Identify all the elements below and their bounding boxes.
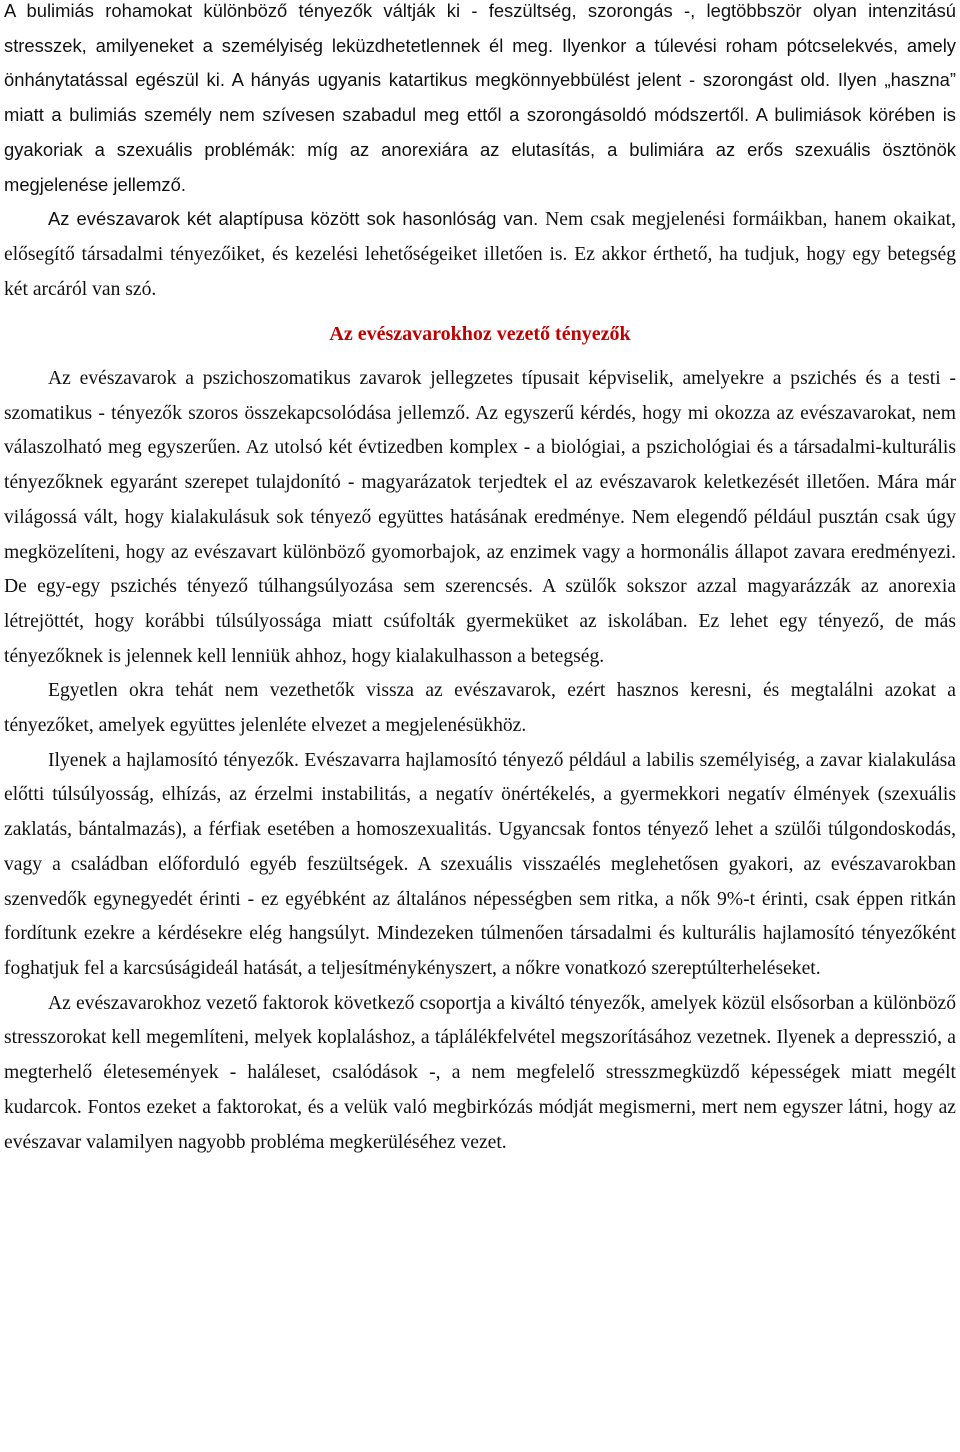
- spacer: [4, 352, 956, 362]
- body-paragraph-3: Ilyenek a hajlamosító tényezők. Evészavarra hajlamosító tényező például a labilis személyiség, a zavar kialakulása előtti túlsúlyosság, elhízás, az érzelmi instabilitás, a negatív önértékelés, a gyermekkori negatív élmények (szexuális zaklatás, bántalmazás), a férfiak esetében a homoszexualitás. Ugyancsak fontos tényező lehet a szülői túlgondoskodás, vagy a családban előforduló egyéb feszültségek. A szexuális visszaélés meglehetősen gyakori, az evészavarokban szenvedők egynegyedét érinti - ez egyébként az általános népességben sem ritka, a nők 9%-t érinti, csak éppen ritkán fordítunk ezekre a kérdésekre elég hangsúlyt. Mindezeken túlmenően társadalmi és kulturális hajlamosító tényezőként foghatjuk fel a karcsúságideál hatását, a teljesítménykényszert, a nőkre vonatkozó szereptúlterheléseket.: [4, 749, 956, 979]
- body-paragraph-2: Egyetlen okra tehát nem vezethetők vissza az evészavarok, ezért hasznos keresni, és megtalálni azokat a tényezőket, amelyek együttes jelenléte elvezet a megjelenésükhöz.: [4, 680, 956, 737]
- second-paragraph-rest: Nem csak megjelenési formáikban, hanem okaikat, elősegítő társadalmi tényezőiket, és kezelési lehetőségeiket illetően is. Ez akkor érthető, ha tudjuk, hogy egy betegség két arcáról van szó.: [4, 209, 957, 300]
- body-paragraph-1: Az evészavarok a pszichoszomatikus zavarok jellegzetes típusait képviselik, amelyekre a pszichés és a testi - szomatikus - tényezők szoros összekapcsolódása jellemző. Az egyszerű kérdés, hogy mi okozza az evészavarokat, nem válaszolható meg egyszerűen. Az utolsó két évtizedben komplex - a biológiai, a pszichológiai és a társadalmi-kulturális tényezőknek egyaránt szerepet tulajdonító - magyarázatok terjedtek el az evészavarok keletkezését illetően. Mára már világossá vált, hogy kialakulásuk sok tényező együttes hatásának eredménye. Nem elegendő például pusztán csak úgy megközelíteni, hogy az evészavart különböző gyomorbajok, az enzimek vagy a hormonális állapot zavara eredményezi. De egy-egy pszichés tényező túlhangsúlyozása sem szerencsés. A szülők sokszor azzal magyarázzák az anorexia létrejöttét, hogy korábbi túlsúlyossága miatt csúfolták gyermeküket az iskolában. Ez lehet egy tényező, de más tényezőknek is jelennek kell lenniük ahhoz, hogy kialakulhasson a betegség.: [4, 368, 956, 667]
- spacer: [4, 307, 956, 317]
- second-paragraph: [4, 202, 956, 307]
- section-heading: Az evészavarokhoz vezető tényezők: [329, 323, 631, 346]
- body-paragraph-4: Az evészavarokhoz vezető faktorok következő csoportja a kiváltó tényezők, amelyek közül elsősorban a különböző stresszorokat kell megemlíteni, melyek koplaláshoz, a táplálékfelvétel megszorításához vezetnek. Ilyenek a depresszió, a megterhelő életesemények - haláleset, csalódások -, a nem megfelelő stresszmegküzdő képességek miatt megélt kudarcok. Fontos ezeket a faktorokat, és a velük való megbirkózás módját megismerni, mert nem egyszer látni, hogy az evészavar valamilyen nagyobb probléma megkerüléséhez vezet.: [4, 992, 956, 1153]
- intro-text: A bulimiás rohamokat különböző tényezők váltják ki - feszültség, szorongás -, legtöbbször olyan intenzitású stresszek, amilyeneket a személyiség leküzdhetetlennek él meg. Ilyenkor a túlevési roham pótcselekvés, amely önhánytatással egészül ki. A hányás ugyanis katartikus megkönnyebbülést jelent - szorongást old. Ilyen „haszna” miatt a bulimiás személy nem szívesen szabadul meg ettől a szorongásoldó módszertől. A bulimiások körében is gyakoriak a szexuális problémák: míg az anorexiára az elutasítás, a bulimiára az erős szexuális ösztönök megjelenése jellemző.: [4, 0, 956, 195]
- document-page: [4, 0, 956, 1160]
- intro-paragraph: [4, 0, 956, 202]
- second-paragraph-lead: Az evészavarok két alaptípusa között sok hasonlóság van.: [48, 208, 539, 230]
